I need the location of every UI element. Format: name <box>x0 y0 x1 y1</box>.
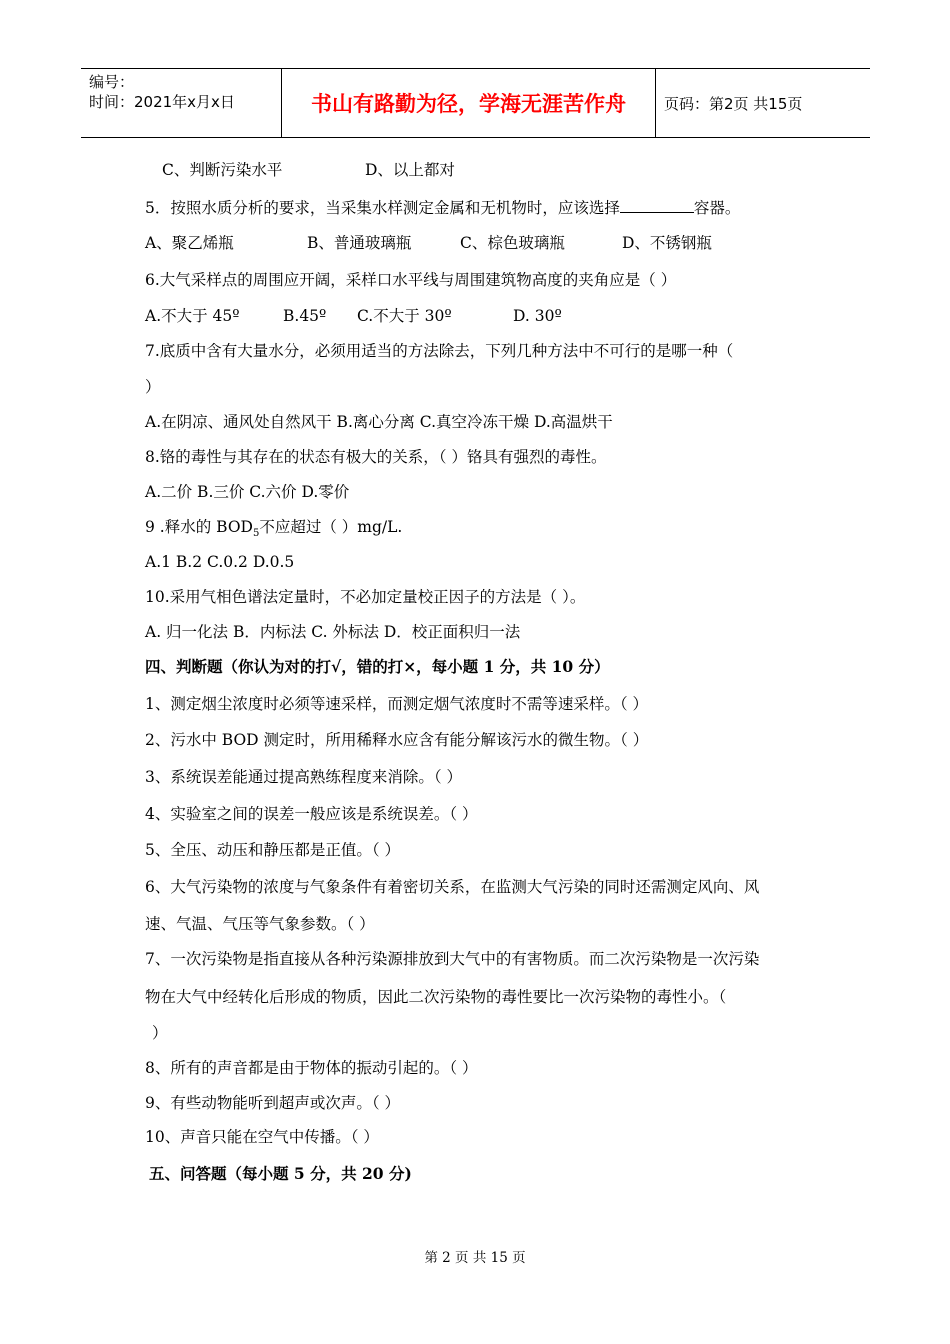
judgement-item: 6、大气污染物的浓度与气象条件有着密切关系，在监测大气污染的同时还需测定风向、风 <box>145 878 760 896</box>
q8-options: A.二价 B.三价 C.六价 D.零价 <box>145 483 350 501</box>
judgement-item: 8、所有的声音都是由于物体的振动引起的。（ ） <box>145 1059 478 1077</box>
question-7: 7.底质中含有大量水分，必须用适当的方法除去，下列几种方法中不可行的是哪一种（ <box>145 342 734 360</box>
option: D、不锈钢瓶 <box>622 234 712 252</box>
header-motto: 书山有路勤为径，学海无涯苦作舟 <box>311 92 626 116</box>
q9-options: A.1 B.2 C.0.2 D.0.5 <box>145 553 295 571</box>
judgement-item: 10、声音只能在空气中传播。（ ） <box>145 1128 379 1146</box>
section-5-title: 五、问答题（每小题 5 分，共 20 分) <box>149 1164 412 1183</box>
option: B、普通玻璃瓶 <box>307 234 412 252</box>
judgement-item: 1、测定烟尘浓度时必须等速采样，而测定烟气浓度时不需等速采样。（ ） <box>145 695 649 713</box>
judgement-item: 2、污水中 BOD 测定时，所用稀释水应含有能分解该污水的微生物。（ ） <box>145 731 649 749</box>
option: D. 30º <box>513 307 562 325</box>
q5-options <box>145 233 712 253</box>
q10-options: A. 归一化法 B．内标法 C. 外标法 D．校正面积归一法 <box>145 623 521 641</box>
doc-time-label: 时间：2021年x月x日 <box>89 93 235 111</box>
header-page-info: 页码：第2页 共15页 <box>664 94 803 113</box>
judgement-item: 3、系统误差能通过提高熟练程度来消除。（ ） <box>145 768 463 786</box>
option: C、判断污染水平 <box>162 161 283 179</box>
option: C、棕色玻璃瓶 <box>460 234 565 252</box>
question-7-close: ） <box>145 378 161 396</box>
option: A.不大于 45º <box>145 307 240 325</box>
option: A、聚乙烯瓶 <box>145 234 234 252</box>
answer-blank <box>620 198 694 213</box>
option: B.45º <box>283 307 327 325</box>
subscript: 5 <box>252 528 260 540</box>
question-text: 9 .释水的 BOD <box>145 518 253 536</box>
judgement-item-cont: 速、气温、气压等气象参数。（ ） <box>145 915 375 933</box>
q7-options: A.在阴凉、通风处自然风干 B.离心分离 C.真空冷冻干燥 D.高温烘干 <box>145 413 613 431</box>
q6-options <box>145 306 562 326</box>
section-4-title: 四、判断题（你认为对的打√，错的打×，每小题 1 分，共 10 分） <box>145 657 610 676</box>
judgement-item: 9、有些动物能听到超声或次声。（ ） <box>145 1094 401 1112</box>
judgement-item: 5、全压、动压和静压都是正值。（ ） <box>145 841 401 859</box>
judgement-item-cont: ） <box>152 1024 168 1042</box>
question-text: 5．按照水质分析的要求，当采集水样测定金属和无机物时，应该选择 <box>145 199 620 217</box>
option: D、以上都对 <box>365 161 455 179</box>
judgement-item: 7、一次污染物是指直接从各种污染源排放到大气中的有害物质。而二次污染物是一次污染 <box>145 950 760 968</box>
judgement-item: 4、实验室之间的误差一般应该是系统误差。（ ） <box>145 805 478 823</box>
q4-options-cd <box>162 160 455 180</box>
doc-number-label: 编号： <box>89 73 135 91</box>
question-text: 不应超过（ ）mg/L. <box>259 518 403 536</box>
page-header <box>81 68 870 138</box>
question-9 <box>145 517 402 544</box>
page-footer: 第 2 页 共 15 页 <box>424 1250 526 1266</box>
option: C.不大于 30º <box>357 307 452 325</box>
question-10: 10.采用气相色谱法定量时，不必加定量校正因子的方法是（ ）。 <box>145 588 586 606</box>
header-divider <box>655 69 656 137</box>
question-6: 6.大气采样点的周围应开阔，采样口水平线与周围建筑物高度的夹角应是（ ） <box>145 271 677 289</box>
question-5 <box>145 198 740 218</box>
question-text: 容器。 <box>693 199 741 217</box>
header-meta <box>89 72 235 112</box>
question-8: 8.铬的毒性与其存在的状态有极大的关系，（ ）铬具有强烈的毒性。 <box>145 448 607 466</box>
judgement-item-cont: 物在大气中经转化后形成的物质，因此二次污染物的毒性要比一次污染物的毒性小。（ <box>145 988 727 1006</box>
